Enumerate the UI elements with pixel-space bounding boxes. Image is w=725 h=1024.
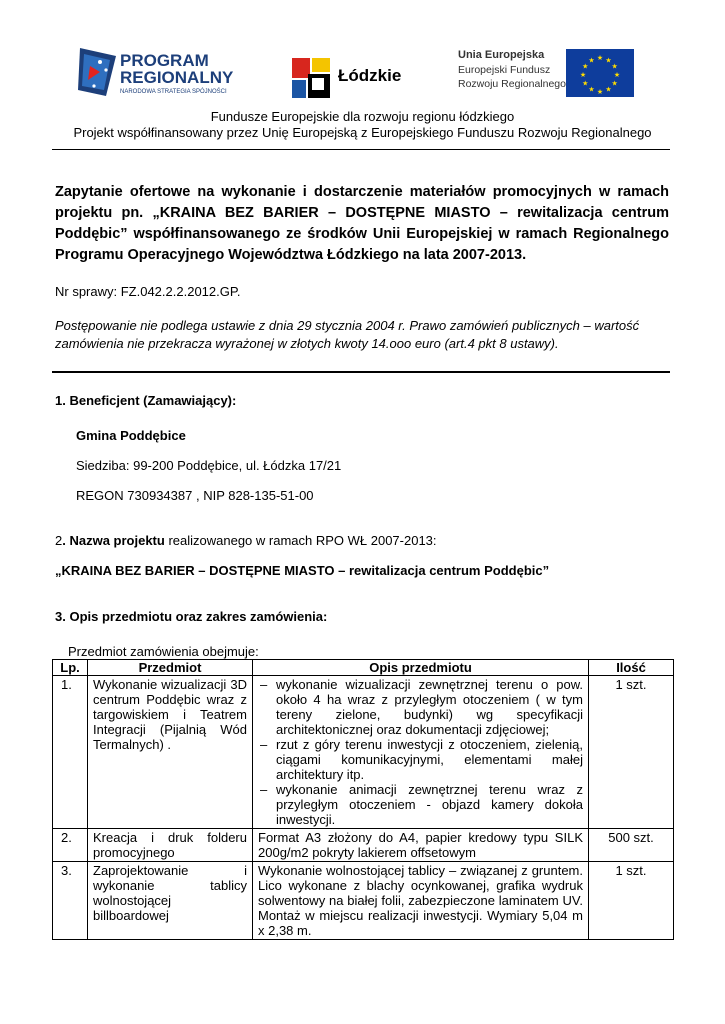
row-qty: 1 szt. — [589, 862, 674, 940]
lodzkie-emblem-icon — [290, 56, 334, 100]
section2-number: 2 — [55, 533, 63, 548]
program-regionalny-logo — [76, 44, 246, 104]
table-header-row — [53, 660, 674, 676]
program-logo-sub: NARODOWA STRATEGIA SPÓJNOŚCI — [120, 89, 227, 95]
row-desc: Format A3 złożony do A4, papier kredowy typu SILK 200g/m2 pokryty lakierem offsetowym — [253, 829, 589, 862]
row-item: Kreacja i druk folderu promocyjnego — [88, 829, 253, 862]
desc-bullet: – wykonanie wizualizacji zewnętrznej terenu o pow. około 4 ha wraz z przyległym otoczeniem ( w tym tereny zielone, budynki) wg specyfikacji architektonicznej oraz dokumentacji zdjęciowej; — [258, 677, 583, 737]
table-row — [53, 862, 674, 940]
eu-logo-line2: Rozwoju Regionalnego — [458, 78, 566, 90]
svg-text:★: ★ — [611, 79, 618, 88]
program-regionalny-emblem-icon — [76, 46, 118, 98]
section1-heading: 1. Beneficjent (Zamawiający): — [55, 393, 237, 408]
legal-notice-line1: Postępowanie nie podlega ustawie z dnia 29 stycznia 2004 r. Prawo zamówień publicznych – wartość — [55, 318, 640, 333]
beneficiary-name: Gmina Poddębice — [76, 428, 186, 443]
col-header-qty: Ilość — [589, 660, 674, 676]
section2-label-rest: realizowanego w ramach RPO WŁ 2007-2013: — [164, 533, 437, 548]
section2-dot: . — [62, 533, 66, 548]
beneficiary-ids: REGON 730934387 , NIP 828-135-51-00 — [76, 488, 314, 503]
row-lp: 1. — [53, 676, 88, 829]
svg-text:★: ★ — [588, 56, 595, 65]
svg-text:★: ★ — [596, 54, 604, 62]
svg-text:★: ★ — [613, 71, 621, 79]
svg-text:★: ★ — [582, 62, 589, 71]
order-table — [52, 659, 674, 940]
program-logo-line2: REGIONALNY — [120, 68, 234, 87]
project-name: „KRAINA BEZ BARIER – DOSTĘPNE MIASTO – rewitalizacja centrum Poddębic” — [55, 563, 550, 578]
svg-text:★: ★ — [611, 62, 618, 71]
row-desc — [253, 676, 589, 829]
section3-intro: Przedmiot zamówienia obejmuje: — [68, 644, 259, 659]
eu-logo-title: Unia Europejska — [458, 49, 545, 61]
svg-text:★: ★ — [579, 71, 587, 79]
col-header-item: Przedmiot — [88, 660, 253, 676]
section2-heading — [55, 533, 437, 548]
row-lp: 2. — [53, 829, 88, 862]
beneficiary-address: Siedziba: 99-200 Poddębice, ul. Łódzka 17/21 — [76, 458, 342, 473]
section3-heading: 3. Opis przedmiotu oraz zakres zamówienia: — [55, 609, 328, 624]
row-qty: 1 szt. — [589, 676, 674, 829]
lodzkie-logo-text: Łódzkie — [338, 66, 402, 85]
section-divider — [52, 371, 670, 373]
table-row — [53, 676, 674, 829]
section2-label-bold: Nazwa projektu — [65, 533, 165, 548]
header-funding-line: Fundusze Europejskie dla rozwoju regionu łódzkiego — [210, 109, 515, 124]
eu-flag-icon — [566, 49, 634, 97]
header-divider — [52, 149, 670, 150]
col-header-desc: Opis przedmiotu — [253, 660, 589, 676]
table-row — [53, 829, 674, 862]
header-cofinancing-line: Projekt współfinansowany przez Unię Europejską z Europejskiego Funduszu Rozwoju Regionalnego — [73, 125, 652, 140]
svg-text:★: ★ — [596, 88, 604, 96]
eu-logo-line1: Europejski Fundusz — [458, 64, 551, 76]
svg-text:★: ★ — [605, 85, 612, 94]
program-logo-line1: PROGRAM — [120, 51, 209, 70]
row-item: Wykonanie wizualizacji 3D centrum Poddębic wraz z targowiskiem i Teatrem Integracji (Pijalnią Wód Termalnych) . — [88, 676, 253, 829]
desc-bullet-list — [258, 677, 583, 827]
legal-notice-line2: zamówienia nie przekracza wyrażonej w złotych kwoty 14.ooo euro (art.4 pkt 8 ustawy). — [55, 336, 559, 351]
desc-bullet: – rzut z góry terenu inwestycji z otoczeniem, zielenią, ciągami komunikacyjnymi, elementami małej architektury itp. — [258, 737, 583, 782]
lodzkie-logo — [290, 56, 440, 100]
col-header-lp: Lp. — [53, 660, 88, 676]
svg-text:★: ★ — [588, 85, 595, 94]
row-desc: Wykonanie wolnostojącej tablicy – związanej z gruntem. Lico wykonane z blachy ocynkowanej, grafika wydruk solwentowy na białej folii, zabezpieczone laminatem UV. Montaż w miejscu realizacji inwestycji. Wymiary 5,04 m x 2,38 m. — [253, 862, 589, 940]
row-item: Zaprojektowanie i wykonanie tablicy wolnostojącej billboardowej — [88, 862, 253, 940]
row-lp: 3. — [53, 862, 88, 940]
desc-bullet: – wykonanie animacji zewnętrznej terenu wraz z przyległym otoczeniem - objazd kamery dokoła inwestycji. — [258, 782, 583, 827]
case-number: Nr sprawy: FZ.042.2.2.2012.GP. — [55, 284, 241, 299]
svg-text:★: ★ — [605, 56, 612, 65]
eu-logo — [458, 49, 638, 101]
page-title: Zapytanie ofertowe na wykonanie i dostarczenie materiałów promocyjnych w ramach projektu pn. „KRAINA BEZ BARIER – DOSTĘPNE MIASTO – rewitalizacja centrum Poddębic” współfinansowanego ze środków Unii Europejskiej w ramach Regionalnego Programu Operacyjnego Województwa Łódzkiego na lata 2007-2013. — [55, 184, 669, 263]
row-qty: 500 szt. — [589, 829, 674, 862]
svg-text:★: ★ — [582, 79, 589, 88]
